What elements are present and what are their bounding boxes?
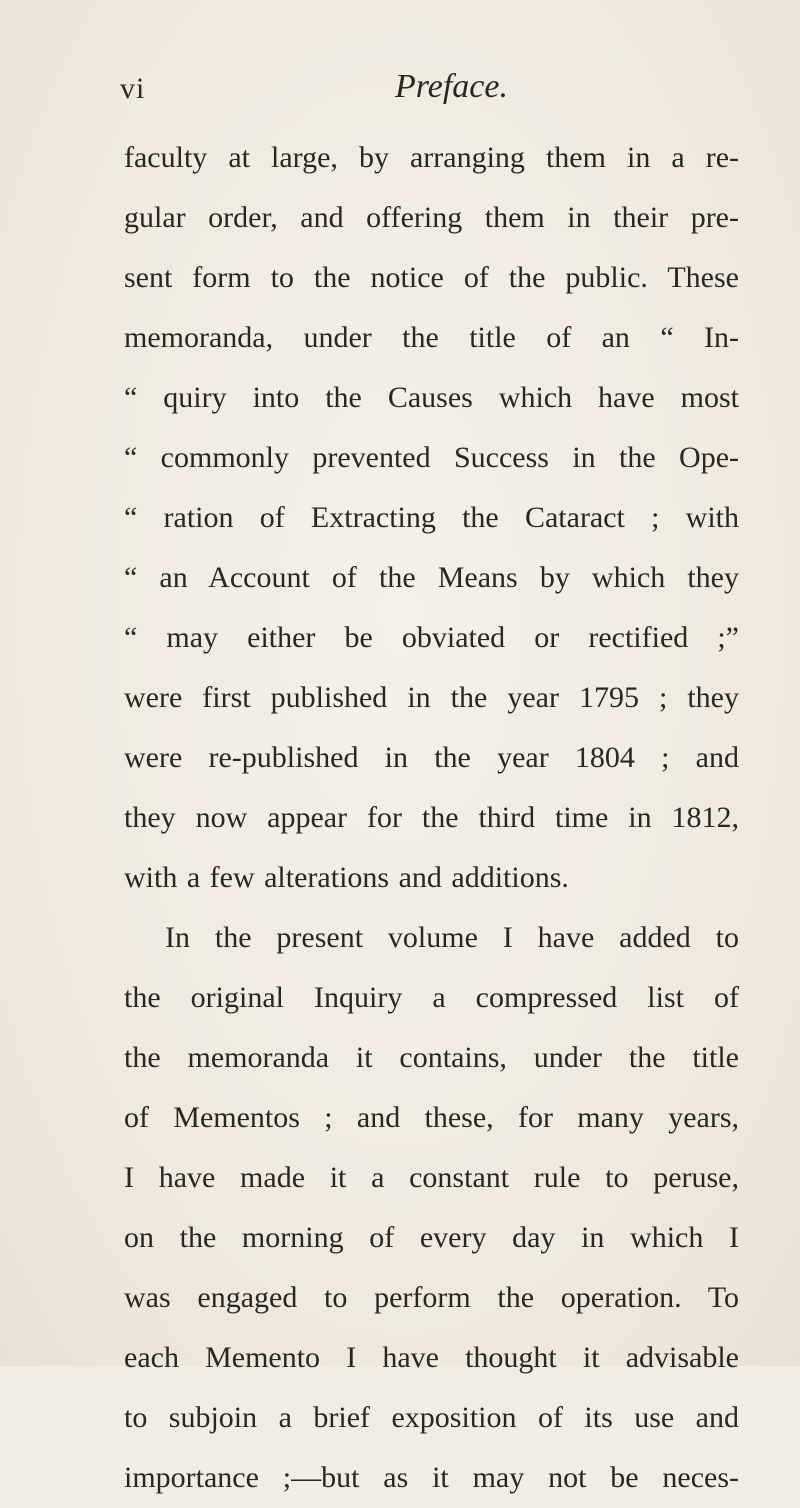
text-line: “ commonly prevented Success in the Ope- — [124, 441, 739, 474]
text-line: on the morning of every day in which I — [124, 1221, 739, 1254]
text-line: with a few alterations and additions. — [124, 861, 569, 894]
text-line: were first published in the year 1795 ; they — [124, 681, 739, 714]
text-line: importance ;—but as it may not be neces- — [124, 1461, 739, 1494]
text-line: “ ration of Extracting the Cataract ; with — [124, 501, 739, 534]
text-line: the original Inquiry a compressed list of — [124, 981, 739, 1014]
text-line: “ quiry into the Causes which have most — [124, 381, 739, 414]
text-line: faculty at large, by arranging them in a re- — [124, 141, 739, 174]
text-line: memoranda, under the title of an “ In- — [124, 321, 739, 354]
text-line: sent form to the notice of the public. These — [124, 261, 739, 294]
text-line: “ an Account of the Means by which they — [124, 561, 739, 594]
text-line: I have made it a constant rule to peruse, — [124, 1161, 739, 1194]
text-line: In the present volume I have added to — [165, 921, 739, 954]
text-line: to subjoin a brief exposition of its use and — [124, 1401, 739, 1434]
text-line: “ may either be obviated or rectified ;” — [124, 621, 739, 654]
text-line: of Mementos ; and these, for many years, — [124, 1101, 739, 1134]
page-number: vi — [120, 72, 146, 105]
text-line: were re-published in the year 1804 ; and — [124, 741, 739, 774]
text-line: they now appear for the third time in 1812, — [124, 801, 739, 834]
text-line: the memoranda it contains, under the title — [124, 1041, 739, 1074]
text-line: gular order, and offering them in their pre- — [124, 201, 739, 234]
text-line: was engaged to perform the operation. To — [124, 1281, 739, 1314]
text-line: each Memento I have thought it advisable — [124, 1341, 739, 1374]
running-head: Preface. — [395, 68, 508, 105]
page-header — [0, 68, 800, 118]
